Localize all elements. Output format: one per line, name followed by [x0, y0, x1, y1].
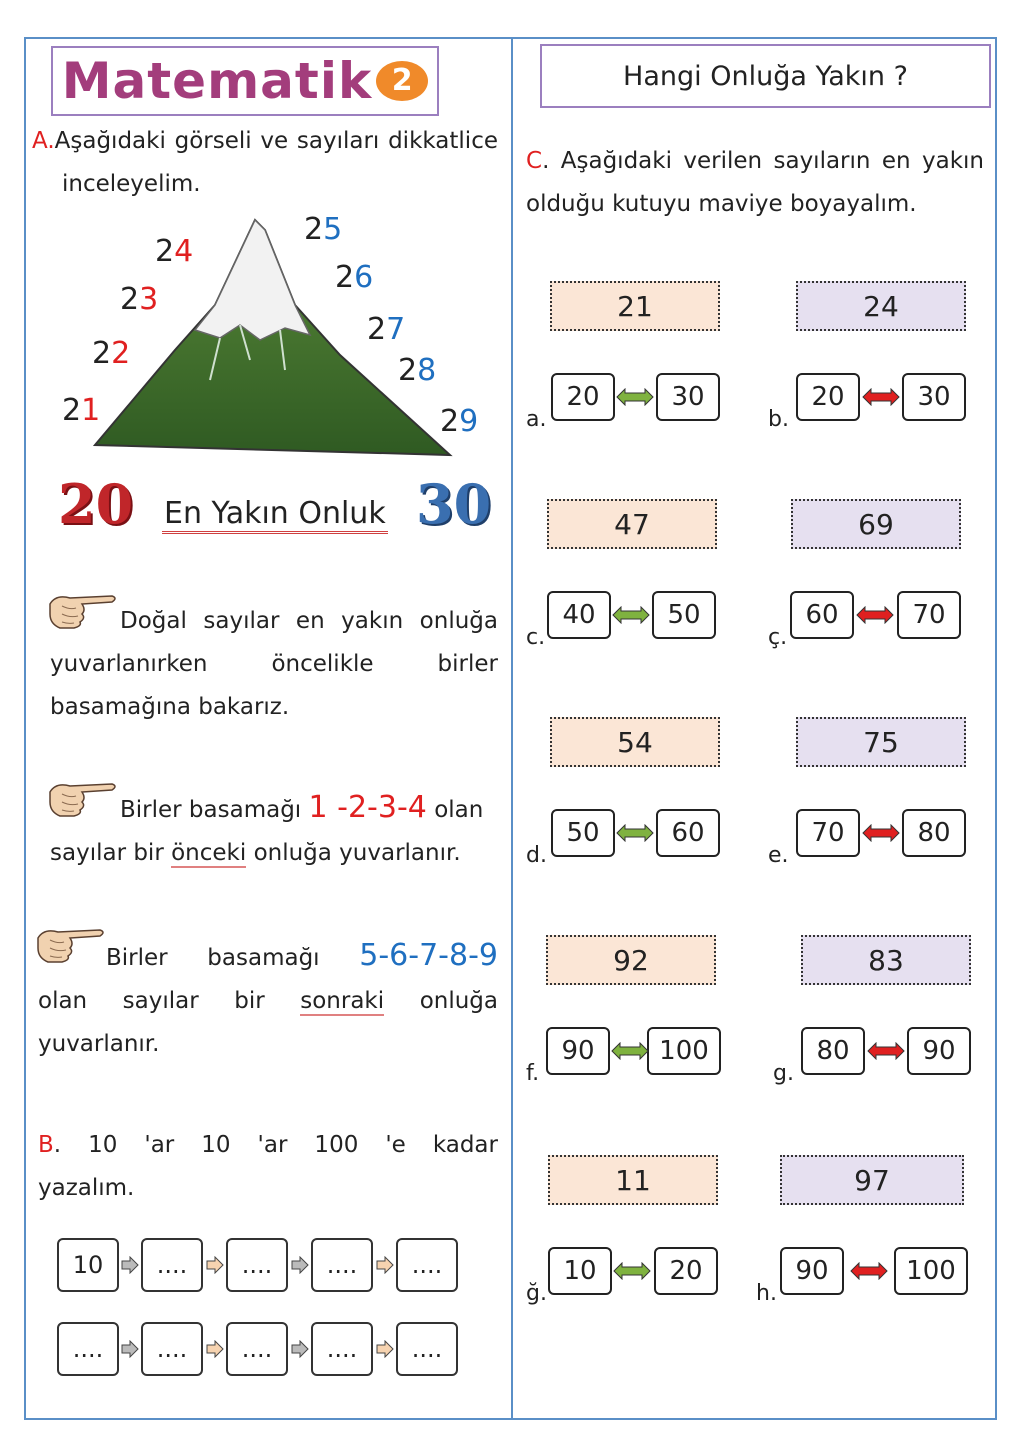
lower-ten-box[interactable]: 20	[796, 373, 860, 421]
given-number-card: 69	[791, 499, 961, 549]
mountain-number-27: 27	[367, 312, 406, 347]
double-arrow-icon	[616, 824, 654, 842]
item-label: h.	[756, 1281, 777, 1306]
lower-ten-box[interactable]: 10	[548, 1247, 612, 1295]
chain-arrow-icon	[206, 1340, 224, 1358]
upper-ten-box[interactable]: 60	[656, 809, 720, 857]
lower-ten-box[interactable]: 80	[801, 1027, 865, 1075]
double-arrow-icon	[856, 606, 894, 624]
chain-blank[interactable]: ....	[396, 1238, 458, 1292]
mountain-number-29: 29	[440, 404, 479, 439]
section-c-line2: olduğu kutuyu maviye boyayalım.	[526, 191, 917, 217]
lower-ten-box[interactable]: 20	[551, 373, 615, 421]
double-arrow-icon	[611, 1042, 649, 1060]
mountain-number-26: 26	[335, 260, 374, 295]
section-c-line1: . Aşağıdaki verilen sayıların en yakın	[542, 148, 984, 174]
chain-arrow-icon	[121, 1256, 139, 1274]
rule-1-line3: basamağına bakarız.	[50, 694, 290, 720]
rule-2-line2a: sayılar bir	[50, 840, 164, 866]
chain-blank[interactable]: ....	[141, 1322, 203, 1376]
given-number-card: 54	[550, 717, 720, 767]
chain-blank[interactable]: ....	[141, 1238, 203, 1292]
double-arrow-icon	[862, 388, 900, 406]
chain-arrow-icon	[376, 1256, 394, 1274]
rule-2-underlined: önceki	[171, 840, 247, 866]
page-title: Matematik	[61, 52, 373, 110]
item-label: g.	[773, 1061, 794, 1086]
given-number-card: 92	[546, 935, 716, 985]
given-number-card: 47	[547, 499, 717, 549]
item-label: a.	[526, 407, 547, 432]
grade-badge: 2	[376, 61, 428, 101]
given-number-card: 83	[801, 935, 971, 985]
chain-box: 10	[57, 1238, 119, 1292]
lower-ten-box[interactable]: 40	[547, 591, 611, 639]
rule-3-line2b: onluğa	[419, 988, 498, 1014]
upper-ten-box[interactable]: 30	[656, 373, 720, 421]
rule-3-line3: yuvarlanır.	[38, 1031, 160, 1057]
rule-3-digits: 5-6-7-8-9	[359, 938, 498, 973]
mountain-number-25: 25	[304, 212, 343, 247]
upper-ten-box[interactable]: 100	[894, 1247, 968, 1295]
section-a-instruction	[32, 120, 498, 206]
item-label: b.	[768, 407, 789, 432]
section-c-instruction	[526, 140, 984, 226]
item-label: d.	[526, 843, 547, 868]
nearest-ten-low: 20	[58, 472, 134, 536]
mountain-number-23: 23	[120, 282, 159, 317]
rule-3-text	[38, 934, 498, 1066]
chain-blank[interactable]: ....	[396, 1322, 458, 1376]
rule-2-post: olan	[434, 797, 484, 823]
given-number-card: 24	[796, 281, 966, 331]
title-box	[51, 46, 439, 116]
chain-arrow-icon	[291, 1340, 309, 1358]
item-label: ğ.	[526, 1281, 547, 1306]
section-b-instruction	[38, 1124, 498, 1210]
given-number-card: 75	[796, 717, 966, 767]
nearest-ten-high: 30	[416, 472, 492, 536]
chain-arrow-icon	[121, 1340, 139, 1358]
upper-ten-box[interactable]: 70	[897, 591, 961, 639]
section-b-letter: B	[38, 1132, 54, 1158]
item-label: ç.	[768, 625, 788, 650]
chain-arrow-icon	[376, 1340, 394, 1358]
rule-2-line2b: onluğa yuvarlanır.	[253, 840, 461, 866]
worksheet-header: Hangi Onluğa Yakın ?	[540, 44, 991, 108]
upper-ten-box[interactable]: 50	[652, 591, 716, 639]
section-a-line1: Aşağıdaki görseli ve sayıları dikkatlice	[54, 128, 498, 154]
chain-blank[interactable]: ....	[226, 1238, 288, 1292]
chain-arrow-icon	[206, 1256, 224, 1274]
item-label: e.	[768, 843, 789, 868]
rule-1-text	[50, 600, 498, 729]
rule-3-underlined: sonraki	[300, 988, 385, 1014]
rule-2-text	[50, 786, 498, 875]
mountain-number-21: 21	[62, 393, 101, 428]
given-number-card: 21	[550, 281, 720, 331]
section-c-letter: C	[526, 148, 543, 174]
chain-blank[interactable]: ....	[311, 1322, 373, 1376]
column-divider	[511, 37, 513, 1420]
rule-2-digits: 1 -2-3-4	[308, 790, 427, 825]
upper-ten-box[interactable]: 100	[647, 1027, 721, 1075]
double-arrow-icon	[867, 1042, 905, 1060]
given-number-card: 11	[548, 1155, 718, 1205]
upper-ten-box[interactable]: 30	[902, 373, 966, 421]
section-b-line1: . 10 'ar 10 'ar 100 'e kadar	[53, 1132, 498, 1158]
upper-ten-box[interactable]: 80	[902, 809, 966, 857]
mountain-number-28: 28	[398, 353, 437, 388]
section-a-line2: inceleyelim.	[62, 171, 201, 197]
chain-blank[interactable]: ....	[226, 1322, 288, 1376]
item-label: c.	[526, 625, 546, 650]
upper-ten-box[interactable]: 20	[654, 1247, 718, 1295]
double-arrow-icon	[613, 1262, 651, 1280]
chain-blank[interactable]: ....	[57, 1322, 119, 1376]
lower-ten-box[interactable]: 90	[780, 1247, 844, 1295]
rule-3-line2a: olan sayılar bir	[38, 988, 265, 1014]
lower-ten-box[interactable]: 60	[790, 591, 854, 639]
double-arrow-icon	[616, 388, 654, 406]
rule-3-pre: Birler basamağı	[106, 945, 320, 971]
lower-ten-box[interactable]: 50	[551, 809, 615, 857]
item-label: f.	[526, 1061, 540, 1086]
section-a-letter: A.	[32, 128, 55, 154]
mountain-number-22: 22	[92, 336, 131, 371]
given-number-card: 97	[780, 1155, 964, 1205]
section-b-line2: yazalım.	[38, 1175, 135, 1201]
chain-blank[interactable]: ....	[311, 1238, 373, 1292]
caption-en-yakin-onluk: En Yakın Onluk	[162, 496, 388, 531]
lower-ten-box[interactable]: 90	[546, 1027, 610, 1075]
rule-1-line1: Doğal sayılar en yakın onluğa	[120, 608, 498, 634]
rule-2-pre: Birler basamağı	[120, 797, 302, 823]
double-arrow-icon	[850, 1262, 888, 1280]
double-arrow-icon	[612, 606, 650, 624]
lower-ten-box[interactable]: 70	[796, 809, 860, 857]
mountain-number-24: 24	[155, 234, 194, 269]
rule-1-line2: yuvarlanırken öncelikle birler	[50, 651, 498, 677]
upper-ten-box[interactable]: 90	[907, 1027, 971, 1075]
double-arrow-icon	[862, 824, 900, 842]
chain-arrow-icon	[291, 1256, 309, 1274]
